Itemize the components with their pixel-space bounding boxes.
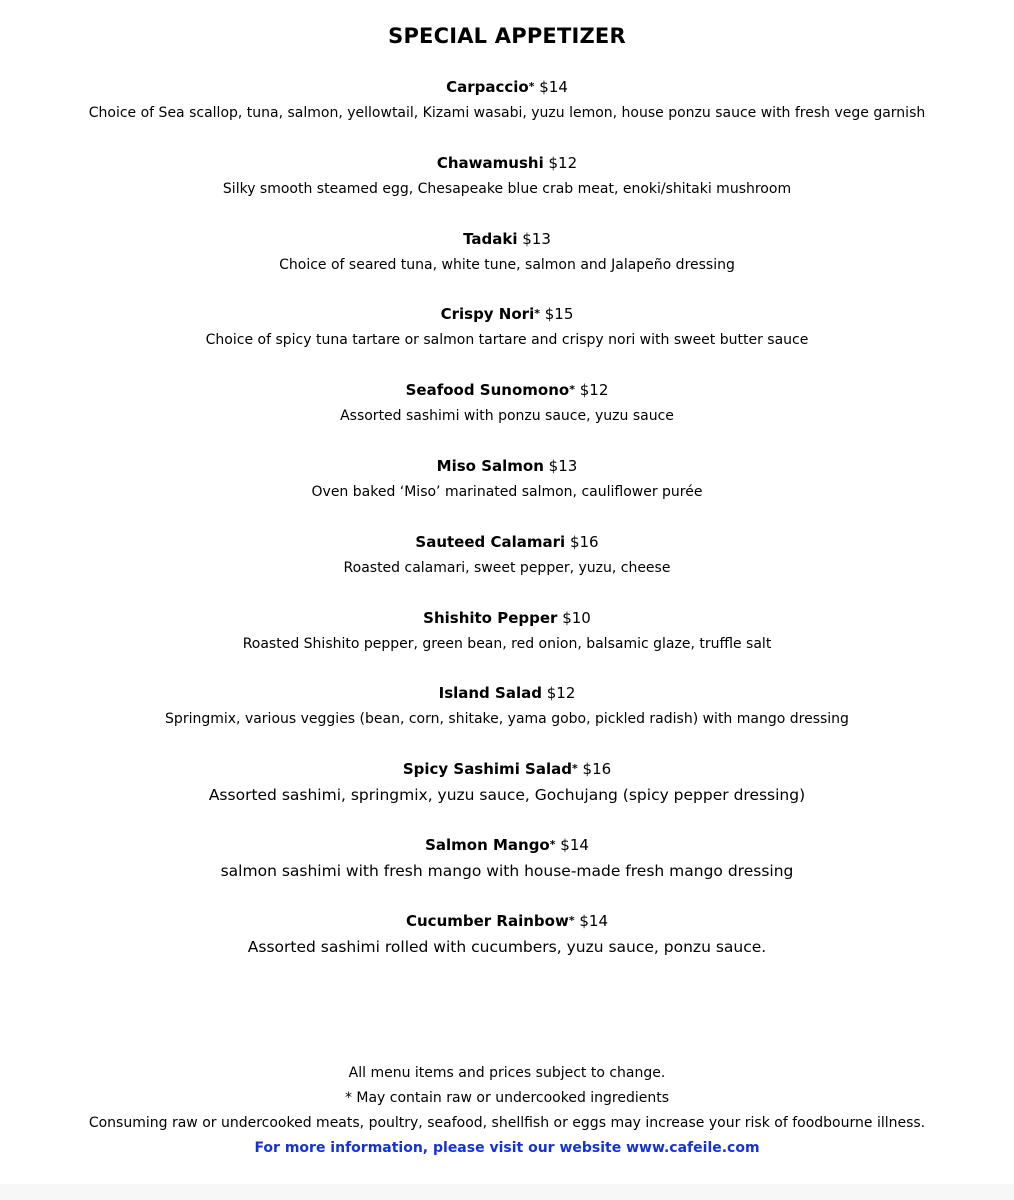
menu-item-island-salad: [0, 682, 1014, 758]
menu-item-name: Shishito Pepper: [423, 608, 558, 627]
menu-item-name: Cucumber Rainbow: [406, 911, 569, 930]
menu-item-heading: [0, 834, 1014, 858]
page-bottom-edge: [0, 1184, 1014, 1200]
change-notice: All menu items and prices subject to change.: [348, 1065, 666, 1081]
menu-item-seafood-sunomono: [0, 379, 1014, 455]
menu-item-name: Tadaki: [463, 229, 518, 248]
menu-item-heading: [0, 758, 1014, 782]
menu-item-description: Oven baked ‘Miso’ marinated salmon, cauliflower purée: [311, 483, 703, 500]
menu-item-spicy-sashimi-salad: [0, 758, 1014, 834]
health-warning: Consuming raw or undercooked meats, poultry, seafood, shellfish or eggs may increase your risk of foodbourne illness.: [88, 1115, 926, 1131]
menu-item-heading: [0, 228, 1014, 252]
menu-item-sauteed-calamari: [0, 531, 1014, 607]
raw-marker: *: [528, 80, 535, 93]
menu-item-name: Sauteed Calamari: [415, 532, 566, 551]
menu-item-price: $16: [582, 760, 612, 779]
menu-item-name: Seafood Sunomono: [405, 381, 570, 400]
menu-items: [0, 76, 1014, 986]
menu-item-heading: [0, 379, 1014, 403]
menu-item-name: Crispy Nori: [440, 305, 535, 324]
menu-item-name: Chawamushi: [436, 153, 544, 172]
menu-item-description: Silky smooth steamed egg, Chesapeake blue crab meat, enoki/shitaki mushroom: [222, 180, 792, 197]
menu-item-heading: [0, 303, 1014, 327]
menu-item-price: $14: [579, 911, 608, 930]
menu-item-description: Choice of spicy tuna tartare or salmon tartare and crispy nori with sweet butter sauce: [205, 332, 809, 349]
menu-item-price: $14: [560, 835, 589, 854]
menu-item-price: $10: [562, 608, 591, 627]
menu-item-description: Springmix, various veggies (bean, corn, shitake, yama gobo, pickled radish) with mango dressing: [165, 711, 849, 728]
menu-item-description: Roasted calamari, sweet pepper, yuzu, cheese: [343, 559, 671, 576]
raw-marker: *: [549, 837, 556, 851]
menu-item-tadaki: [0, 228, 1014, 304]
menu-title: SPECIAL APPETIZER: [388, 24, 626, 48]
menu-item-description: Assorted sashimi, springmix, yuzu sauce, Gochujang (spicy pepper dressing): [208, 786, 806, 805]
menu-item-heading: [0, 607, 1014, 631]
menu-item-heading: [0, 531, 1014, 555]
menu-item-price: $16: [569, 532, 599, 551]
website-link[interactable]: For more information, please visit our website www.cafeile.com: [254, 1140, 760, 1156]
menu-item-crispy-nori: [0, 303, 1014, 379]
menu-item-price: $12: [548, 153, 578, 172]
menu-item-name: Miso Salmon: [436, 456, 544, 475]
menu-item-price: $15: [544, 305, 574, 324]
raw-ingredient-notice: * May contain raw or undercooked ingredients: [344, 1090, 670, 1106]
menu-item-description: salmon sashimi with fresh mango with house-made fresh mango dressing: [220, 861, 794, 880]
menu-item-name: Carpaccio: [446, 78, 529, 96]
raw-marker: *: [568, 913, 575, 927]
menu-item-name: Island Salad: [438, 684, 542, 703]
menu-item-description: Roasted Shishito pepper, green bean, red onion, balsamic glaze, truffle salt: [242, 635, 772, 652]
raw-marker: *: [534, 307, 540, 321]
raw-marker: *: [569, 383, 575, 397]
menu-item-description: Assorted sashimi rolled with cucumbers, yuzu sauce, ponzu sauce.: [247, 937, 767, 956]
menu-item-cucumber-rainbow: [0, 910, 1014, 986]
menu-item-description: Assorted sashimi with ponzu sauce, yuzu sauce: [340, 408, 674, 425]
menu-footer: [0, 1061, 1014, 1161]
menu-item-price: $12: [546, 684, 576, 703]
menu-item-price: $12: [579, 381, 609, 400]
menu-item-heading: [0, 76, 1014, 100]
menu-item-heading: [0, 455, 1014, 479]
menu-item-price: $13: [548, 456, 578, 475]
raw-marker: *: [571, 762, 578, 776]
menu-item-heading: [0, 152, 1014, 176]
menu-item-shishito-pepper: [0, 607, 1014, 683]
menu-item-miso-salmon: [0, 455, 1014, 531]
menu-item-price: $14: [539, 78, 568, 96]
menu-item-carpaccio: [0, 76, 1014, 152]
menu-item-salmon-mango: [0, 834, 1014, 910]
menu-item-name: Spicy Sashimi Salad: [402, 760, 572, 779]
menu-item-chawamushi: [0, 152, 1014, 228]
menu-item-heading: [0, 682, 1014, 706]
menu-item-name: Salmon Mango: [425, 835, 550, 854]
menu-item-price: $13: [522, 229, 551, 248]
menu-item-description: Choice of Sea scallop, tuna, salmon, yellowtail, Kizami wasabi, yuzu lemon, house ponzu sauce with fresh vege garnish: [88, 105, 926, 121]
menu-item-description: Choice of seared tuna, white tune, salmon and Jalapeño dressing: [279, 256, 735, 273]
menu-item-heading: [0, 910, 1014, 934]
